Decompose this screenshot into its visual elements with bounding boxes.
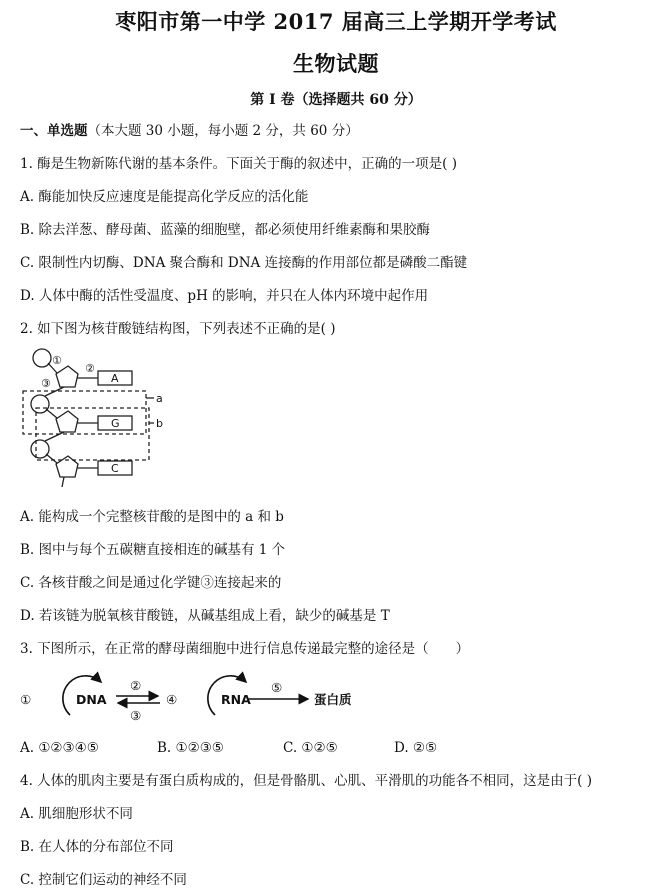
- q4-option-b: B. 在人体的分布部位不同: [20, 839, 174, 855]
- information-flow-diagram: [18, 670, 378, 728]
- label-a: a: [156, 392, 163, 405]
- sugar-3: [56, 456, 78, 477]
- q3-option-b: B. ①②③⑤: [157, 740, 224, 756]
- q2-option-d: D. 若该链为脱氧核苷酸链，从碱基组成上看，缺少的碱基是 T: [20, 608, 390, 624]
- q4-stem: 4. 人体的肌肉主要是有蛋白质构成的，但是骨骼肌、心肌、平滑肌的功能各不相同，这是由于( ): [20, 773, 592, 789]
- label-circle-1: ①: [52, 354, 62, 367]
- label-b: b: [156, 417, 163, 430]
- q3-option-a: A. ①②③④⑤: [20, 740, 99, 756]
- base-A-label: A: [111, 372, 119, 385]
- q4-option-a: A. 肌细胞形状不同: [20, 806, 133, 822]
- base-C-label: C: [111, 462, 119, 475]
- section-heading: [20, 122, 359, 140]
- label-circle-2: ②: [85, 362, 95, 375]
- phosphate-2: [31, 395, 49, 413]
- section-title: 一、单选题: [20, 123, 88, 139]
- flow-label-3: ③: [130, 708, 142, 723]
- q1-option-a: A. 酶能加快反应速度是能提高化学反应的活化能: [20, 189, 309, 205]
- q1-option-b: B. 除去洋葱、酵母菌、蓝藻的细胞壁，都必须使用纤维素酶和果胶酶: [20, 222, 431, 238]
- section-note: （本大题 30 小题，每小题 2 分，共 60 分）: [87, 123, 359, 139]
- flow-label-1: ①: [20, 692, 32, 707]
- flow-label-5: ⑤: [271, 680, 283, 695]
- q3-stem: 3. 下图所示，在正常的酵母菌细胞中进行信息传递最完整的途径是（ ）: [20, 641, 470, 657]
- phosphate-3: [31, 440, 49, 458]
- q2-option-b: B. 图中与每个五碳糖直接相连的碱基有 1 个: [20, 542, 286, 558]
- subject-title: 生物试题: [293, 51, 379, 76]
- q1-option-c: C. 限制性内切酶、DNA 聚合酶和 DNA 连接酶的作用部位都是磷酸二酯键: [20, 255, 468, 271]
- base-G-label: G: [111, 417, 120, 430]
- q3-options: [20, 739, 437, 757]
- q2-option-a: A. 能构成一个完整核苷酸的是图中的 a 和 b: [20, 509, 284, 525]
- q3-option-d: D. ②⑤: [394, 740, 438, 756]
- q3-option-c: C. ①②⑤: [283, 740, 338, 756]
- flow-label-2: ②: [130, 678, 142, 693]
- q4-option-c: C. 控制它们运动的神经不同: [20, 872, 187, 888]
- sugar-2: [56, 411, 78, 432]
- nucleotide-chain-diagram: [18, 345, 168, 495]
- rna-label: RNA: [221, 692, 251, 707]
- flow-label-4: ④: [166, 692, 178, 707]
- q1-option-d: D. 人体中酶的活性受温度、pH 的影响，并只在人体内环境中起作用: [20, 288, 429, 304]
- q1-stem: 1. 酶是生物新陈代谢的基本条件。下面关于酶的叙述中，正确的一项是( ): [20, 156, 457, 172]
- dna-label: DNA: [76, 692, 107, 707]
- exam-title: 枣阳市第一中学 2017 届高三上学期开学考试: [115, 9, 557, 34]
- volume-heading: 第 I 卷（选择题共 60 分）: [250, 92, 422, 108]
- q2-stem: 2. 如下图为核苷酸链结构图，下列表述不正确的是( ): [20, 321, 336, 337]
- q2-option-c: C. 各核苷酸之间是通过化学键③连接起来的: [20, 575, 282, 591]
- sugar-1: [56, 366, 78, 387]
- label-circle-3: ③: [41, 377, 51, 390]
- protein-label: 蛋白质: [314, 692, 352, 707]
